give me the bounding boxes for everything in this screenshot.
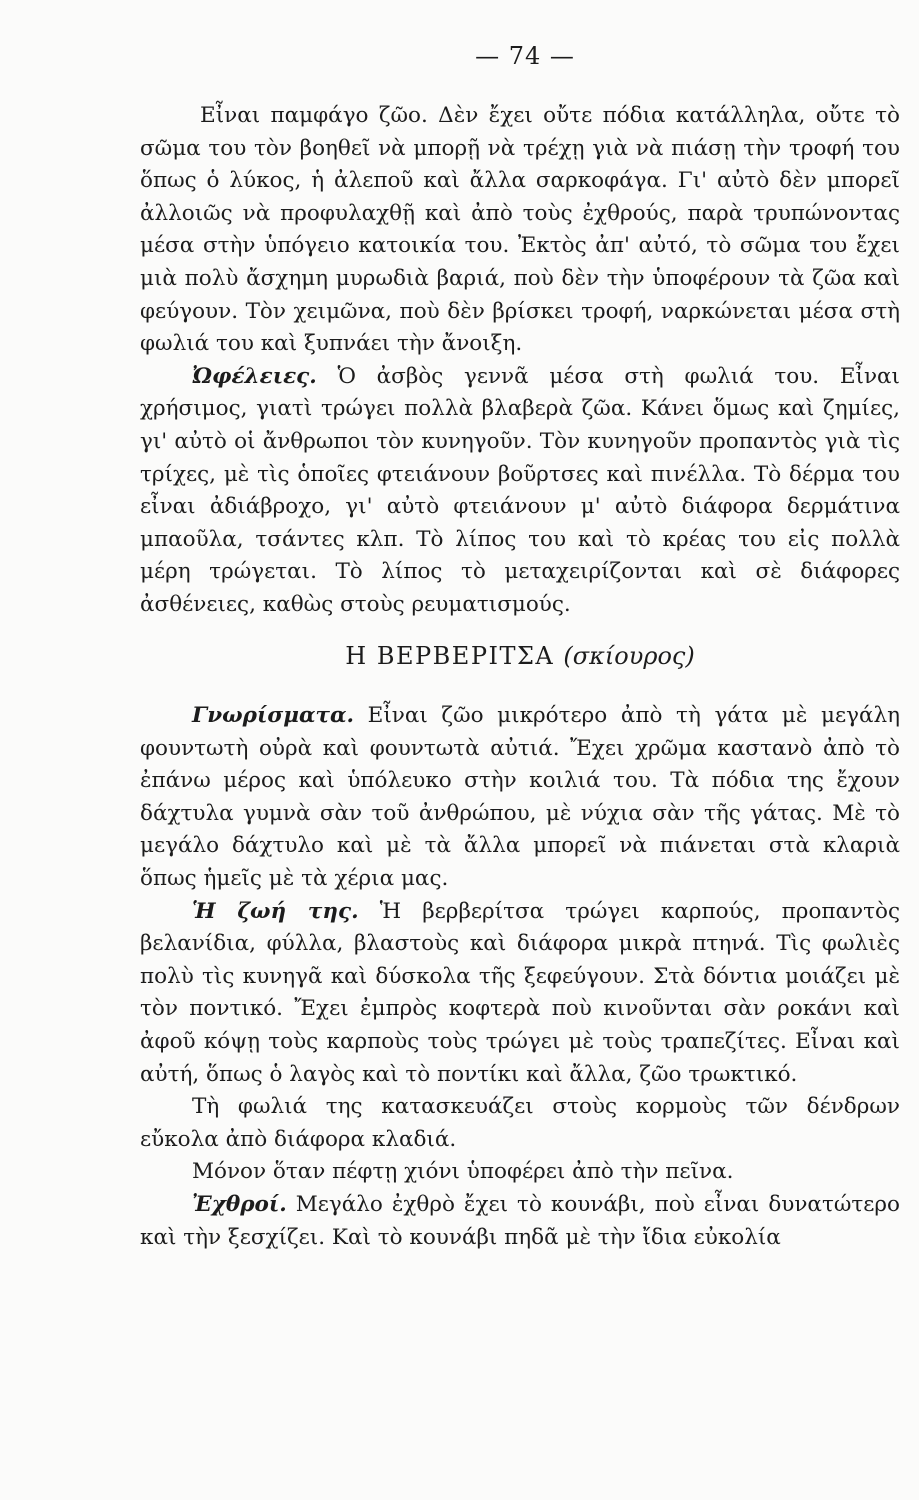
section-title-sub: (σκίουρος) xyxy=(563,641,695,670)
paragraph-text: Εἶναι παμφάγο ζῶο. Δὲν ἔχει οὔτε πόδια κατάλληλα, οὔτε τὸ σῶμα του τὸν βοηθεῖ νὰ μπορῇ νὰ τρέχῃ γιὰ νὰ πιάσῃ τὴν τροφή του ὅπως ὁ λύκος, ἡ ἀλεποῦ καὶ ἄλλα σαρκοφάγα. Γι' αὐτὸ δὲν μπορεῖ ἀλλοιῶς νὰ προφυλαχθῇ καὶ ἀπὸ τοὺς ἐχθρούς, παρὰ τρυπώνοντας μέσα στὴν ὑπόγειο κατοικία του. Ἐκτὸς ἀπ' αὐτό, τὸ σῶμα του ἔχει μιὰ πολὺ ἄσχημη μυρωδιὰ βαριά, ποὺ δὲν τὴν ὑποφέρουν τὰ ζῶα καὶ φεύγουν. Τὸν χειμῶνα, ποὺ δὲν βρίσκει τροφή, ναρκώνεται μέσα στὴ φωλιά του καὶ ξυπνάει τὴν ἄνοιξη. xyxy=(140,103,900,357)
paragraph-text: Μεγάλο ἐχθρὸ ἔχει τὸ κουνάβι, ποὺ εἶναι δυνατώτερο καὶ τὴν ξεσχίζει. Καὶ τὸ κουνάβι πηδᾶ μὲ τὴν ἴδια εὐκολία xyxy=(140,1192,900,1250)
page-body xyxy=(140,100,900,1254)
paragraph-squirrel-enemies xyxy=(140,1189,900,1254)
paragraph-text: Τὴ φωλιά της κατασκευάζει στοὺς κορμοὺς τῶν δένδρων εὔκολα ἀπὸ διάφορα κλαδιά. xyxy=(140,1094,900,1152)
paragraph-text: Ἡ βερβερίτσα τρώγει καρπούς, προπαντὸς βελανίδια, φύλλα, βλαστοὺς καὶ διάφορα μικρὰ πτηνά. Τὶς φωλιὲς πολὺ τὶς κυνηγᾶ καὶ δύσκολα τῆς ξεφεύγουν. Στὰ δόντια μοιάζει μὲ τὸν ποντικό. Ἔχει ἐμπρὸς κοφτερὰ ποὺ κινοῦνται σὰν ροκάνι καὶ ἀφοῦ κόψῃ τοὺς καρποὺς τοὺς τρώγει μὲ τοὺς τραπεζίτες. Εἶναι καὶ αὐτή, ὅπως ὁ λαγὸς καὶ τὸ ποντίκι καὶ ἄλλα, ζῶο τρωκτικό. xyxy=(140,898,900,1087)
paragraph-squirrel-nest xyxy=(140,1091,900,1156)
paragraph-squirrel-features xyxy=(140,700,900,896)
paragraph-squirrel-winter xyxy=(140,1156,900,1189)
paragraph-heading: Γνωρίσματα. xyxy=(192,703,354,729)
paragraph-heading: Ὠφέλειες. xyxy=(192,363,317,389)
paragraph-text: Εἶναι ζῶο μικρότερο ἀπὸ τὴ γάτα μὲ μεγάλη φουντωτὴ οὐρὰ καὶ φουντωτὰ αὐτιά. Ἔχει χρῶμα καστανὸ ἀπὸ τὸ ἐπάνω μέρος καὶ ὑπόλευκο στὴν κοιλιά του. Τὰ πόδια της ἔχουν δάχτυλα γυμνὰ σὰν τοῦ ἀνθρώπου, μὲ νύχια σὰν τῆς γάτας. Μὲ τὸ μεγάλο δάχτυλο καὶ μὲ τὰ ἄλλα μπορεῖ νὰ πιάνεται στὰ κλαριὰ ὅπως ἡμεῖς μὲ τὰ χέρια μας. xyxy=(140,703,900,892)
paragraph-heading: Ἐχθροί. xyxy=(192,1192,287,1217)
section-title-main: Η ΒΕΡΒΕΡΙΤΣΑ xyxy=(345,641,555,670)
paragraph-text: Ὁ ἀσβὸς γεννᾶ μέσα στὴ φωλιά του. Εἶναι χρήσιμος, γιατὶ τρώγει πολλὰ βλαβερὰ ζῶα. Κάνει ὅμως καὶ ζημίες, γι' αὐτὸ οἱ ἄνθρωποι τὸν κυνηγοῦν. Τὸν κυνηγοῦν προπαντὸς γιὰ τὶς τρίχες, μὲ τὶς ὁποῖες φτειάνουν βοῦρτσες καὶ πινέλλα. Τὸ δέρμα του εἶναι ἀδιάβροχο, γι' αὐτὸ φτειάνουν μ' αὐτὸ διάφορα δερμάτινα μπαοῦλα, τσάντες κλπ. Τὸ λίπος του καὶ τὸ κρέας του εἰς πολλὰ μέρη τρώγεται. Τὸ λίπος τὸ μεταχειρίζονται καὶ σὲ διάφορες ἀσθένειες, καθὼς στοὺς ρευματισμούς. xyxy=(140,363,900,617)
paragraph-badger-diet xyxy=(140,100,900,361)
paragraph-badger-benefits xyxy=(140,361,900,622)
page-number: — 74 — xyxy=(475,42,575,70)
paragraph-heading: Ἡ ζωή της. xyxy=(192,898,359,924)
section-title xyxy=(140,640,900,673)
paragraph-squirrel-life xyxy=(140,896,900,1092)
paragraph-text: Μόνον ὅταν πέφτῃ χιόνι ὑποφέρει ἀπὸ τὴν πεῖνα. xyxy=(192,1159,734,1185)
